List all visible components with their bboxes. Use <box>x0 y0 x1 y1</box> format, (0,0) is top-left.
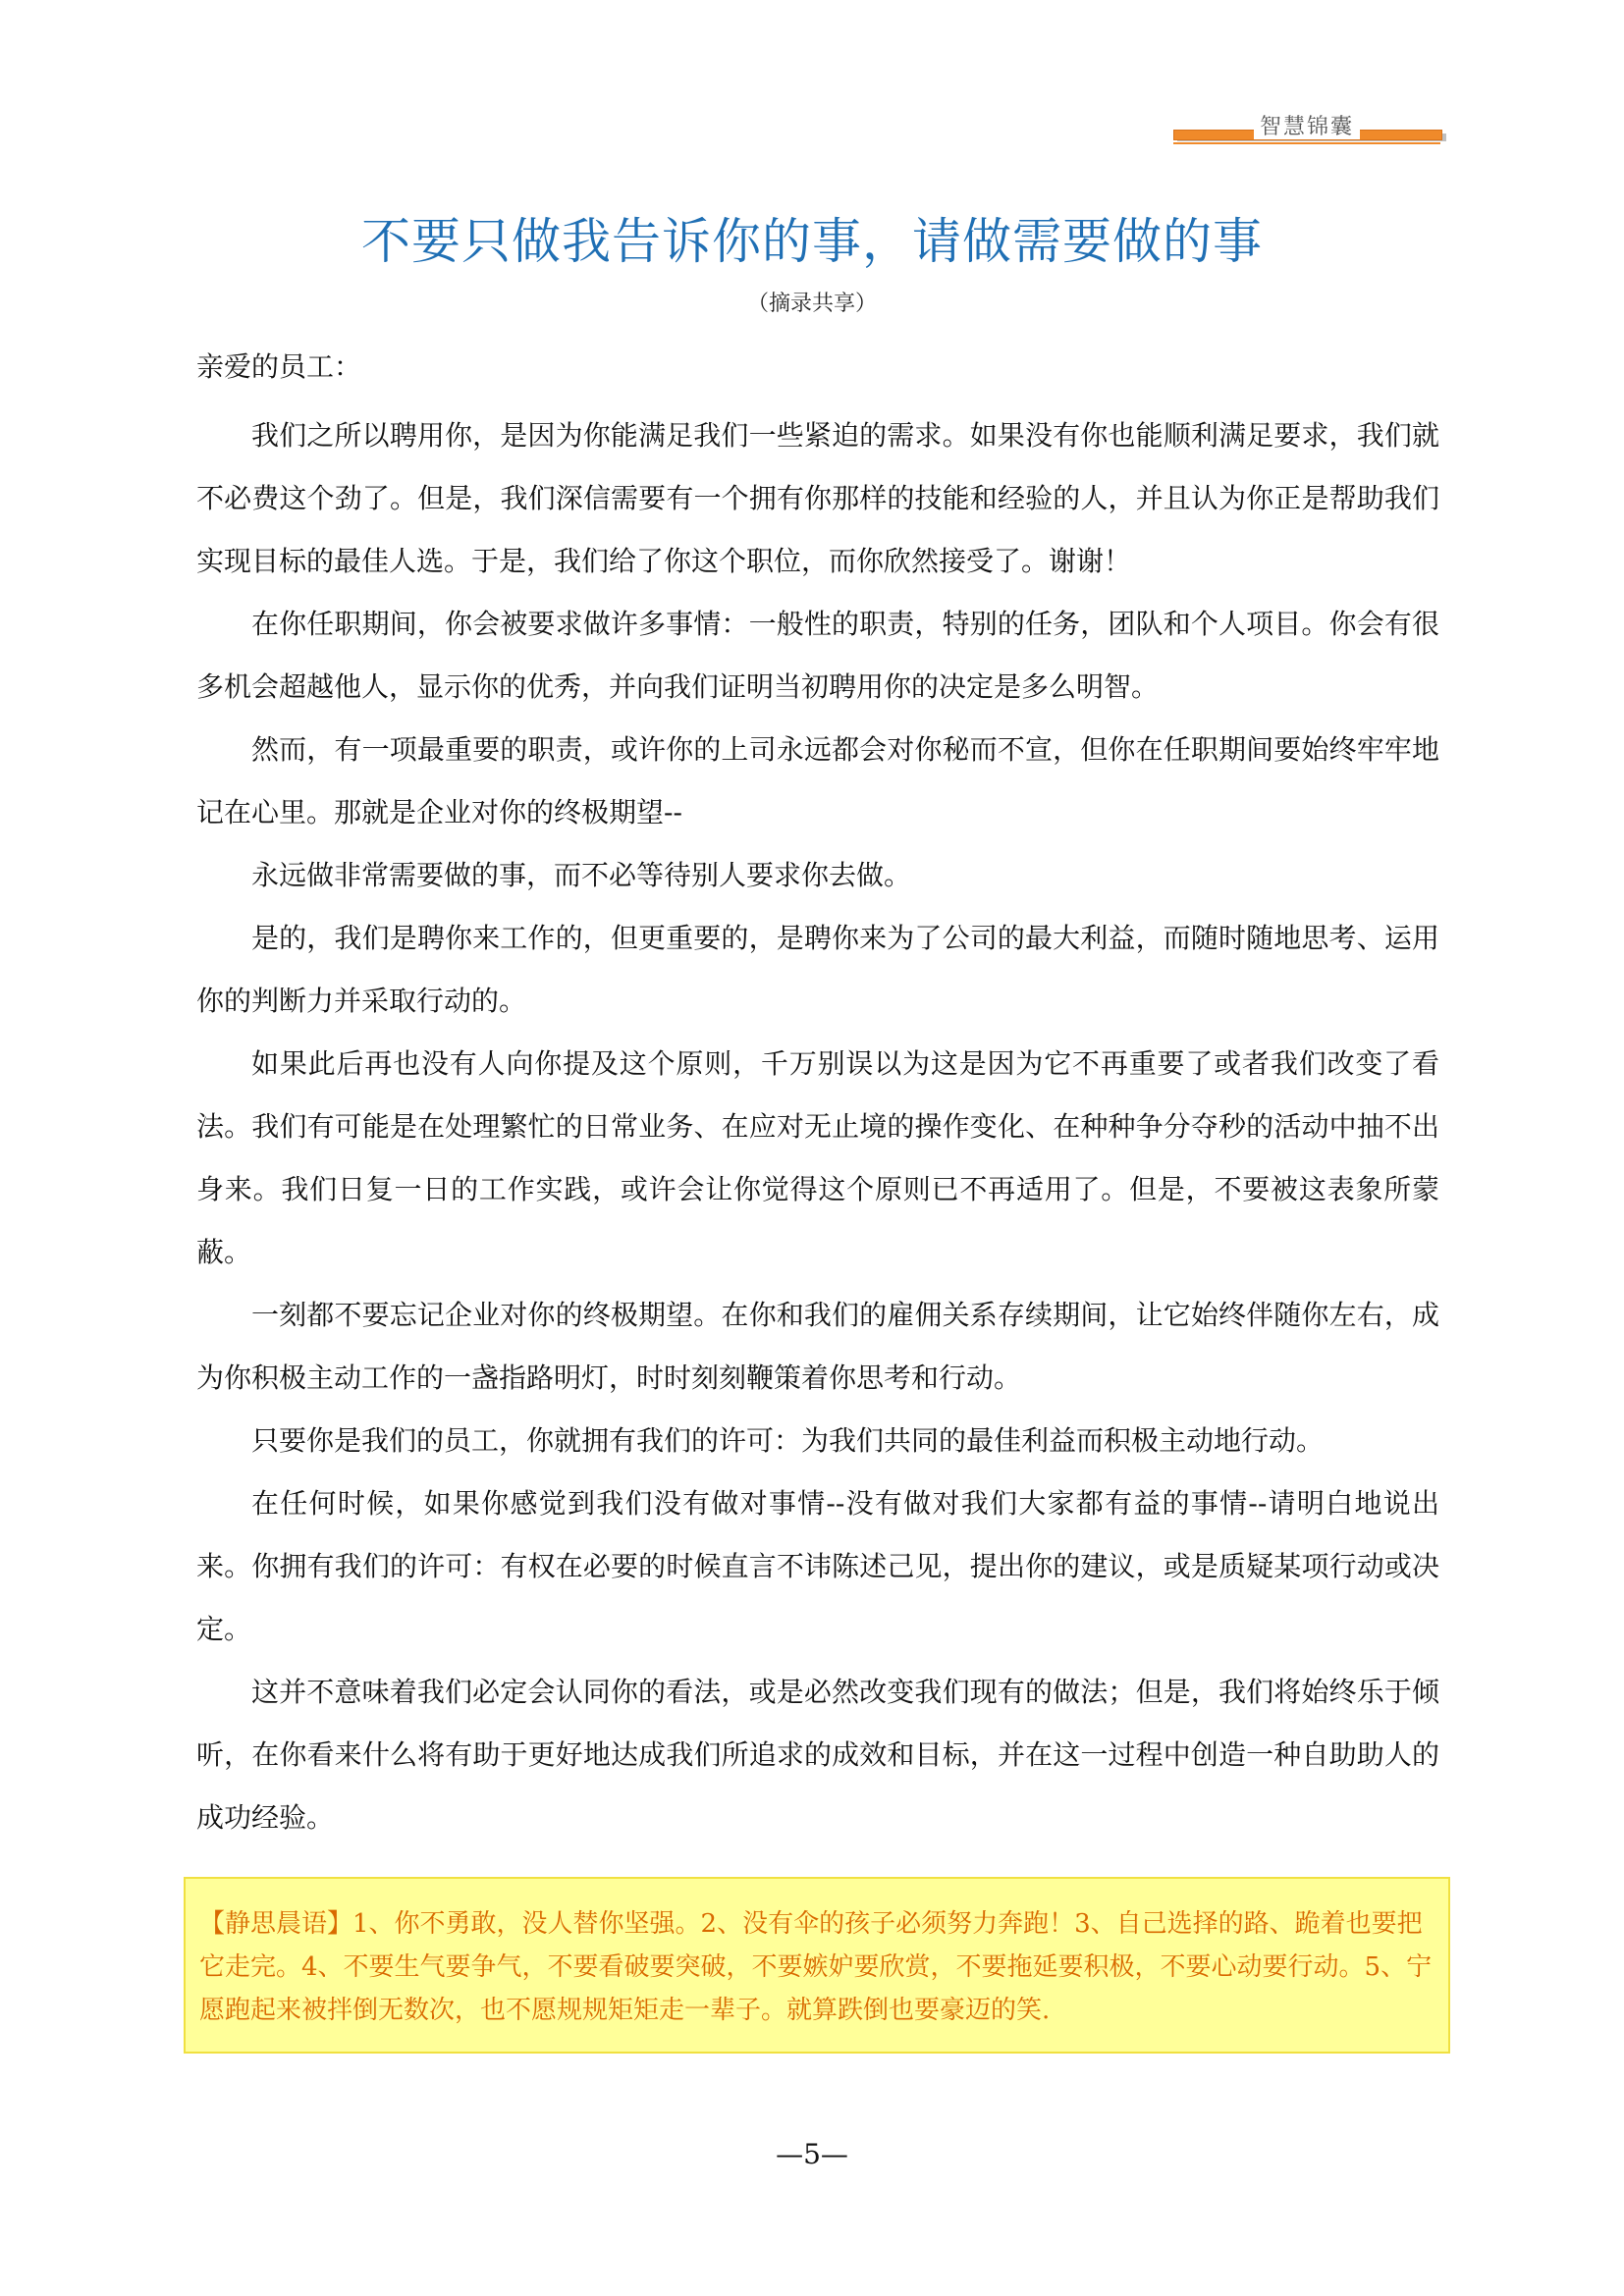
paragraph: 如果此后再也没有人向你提及这个原则，千万别误以为这是因为它不再重要了或者我们改变了看法。我们有可能是在处理繁忙的日常业务、在应对无止境的操作变化、在种种争分夺秒的活动中抽不出身来。我们日复一日的工作实践，或许会让你觉得这个原则已不再适用了。但是，不要被这表象所蒙蔽。 <box>196 1047 1439 1268</box>
paragraph: 是的，我们是聘你来工作的，但更重要的，是聘你来为了公司的最大利益，而随时随地思考、运用你的判断力并采取行动的。 <box>196 922 1439 1017</box>
paragraph: 永远做非常需要做的事，而不必等待别人要求你去做。 <box>251 859 912 891</box>
header-badge-underline <box>1173 142 1440 144</box>
paragraph: 然而，有一项最重要的职责，或许你的上司永远都会对你秘而不宣，但你在任职期间要始终牢牢地记在心里。那就是企业对你的终极期望-- <box>196 733 1439 828</box>
page-number: —5— <box>776 2138 848 2170</box>
document-title: 不要只做我告诉你的事，请做需要做的事 <box>361 213 1263 270</box>
salutation: 亲爱的员工： <box>196 350 362 383</box>
paragraph: 这并不意味着我们必定会认同你的看法，或是必然改变我们现有的做法；但是，我们将始终乐于倾听，在你看来什么将有助于更好地达成我们所追求的成效和目标，并在这一过程中创造一种自助助人的成功经验。 <box>196 1676 1439 1834</box>
morning-quote-box <box>184 1877 1450 2054</box>
document-body <box>196 404 1439 1849</box>
paragraph: 一刻都不要忘记企业对你的终极期望。在你和我们的雇佣关系存续期间，让它始终伴随你左右，成为你积极主动工作的一盏指路明灯，时时刻刻鞭策着你思考和行动。 <box>196 1299 1439 1394</box>
header-badge <box>1173 110 1444 143</box>
header-badge-text: 智慧锦囊 <box>1254 115 1360 139</box>
morning-quote-text: 【静思晨语】1、你不勇敢，没人替你坚强。2、没有伞的孩子必须努力奔跑！3、自己选择的路、跪着也要把它走完。4、不要生气要争气，不要看破要突破，不要嫉妒要欣赏，不要拖延要积极，不要心动要行动。5、宁愿跑起来被拌倒无数次，也不愿规规矩矩走一辈子。就算跌倒也要豪迈的笑. <box>199 1909 1433 2025</box>
paragraph: 只要你是我们的员工，你就拥有我们的许可：为我们共同的最佳利益而积极主动地行动。 <box>251 1424 1325 1457</box>
document-subtitle: （摘录共享） <box>746 292 877 316</box>
paragraph: 我们之所以聘用你，是因为你能满足我们一些紧迫的需求。如果没有你也能顺利满足要求，我们就不必费这个劲了。但是，我们深信需要有一个拥有你那样的技能和经验的人，并且认为你正是帮助我们实现目标的最佳人选。于是，我们给了你这个职位，而你欣然接受了。谢谢！ <box>196 419 1439 577</box>
paragraph: 在任何时候，如果你感觉到我们没有做对事情--没有做对我们大家都有益的事情--请明白地说出来。你拥有我们的许可：有权在必要的时候直言不讳陈述己见，提出你的建议，或是质疑某项行动或决定。 <box>196 1487 1439 1645</box>
header-badge-label <box>1173 110 1440 140</box>
paragraph: 在你任职期间，你会被要求做许多事情：一般性的职责，特别的任务，团队和个人项目。你会有很多机会超越他人，显示你的优秀，并向我们证明当初聘用你的决定是多么明智。 <box>196 608 1439 703</box>
